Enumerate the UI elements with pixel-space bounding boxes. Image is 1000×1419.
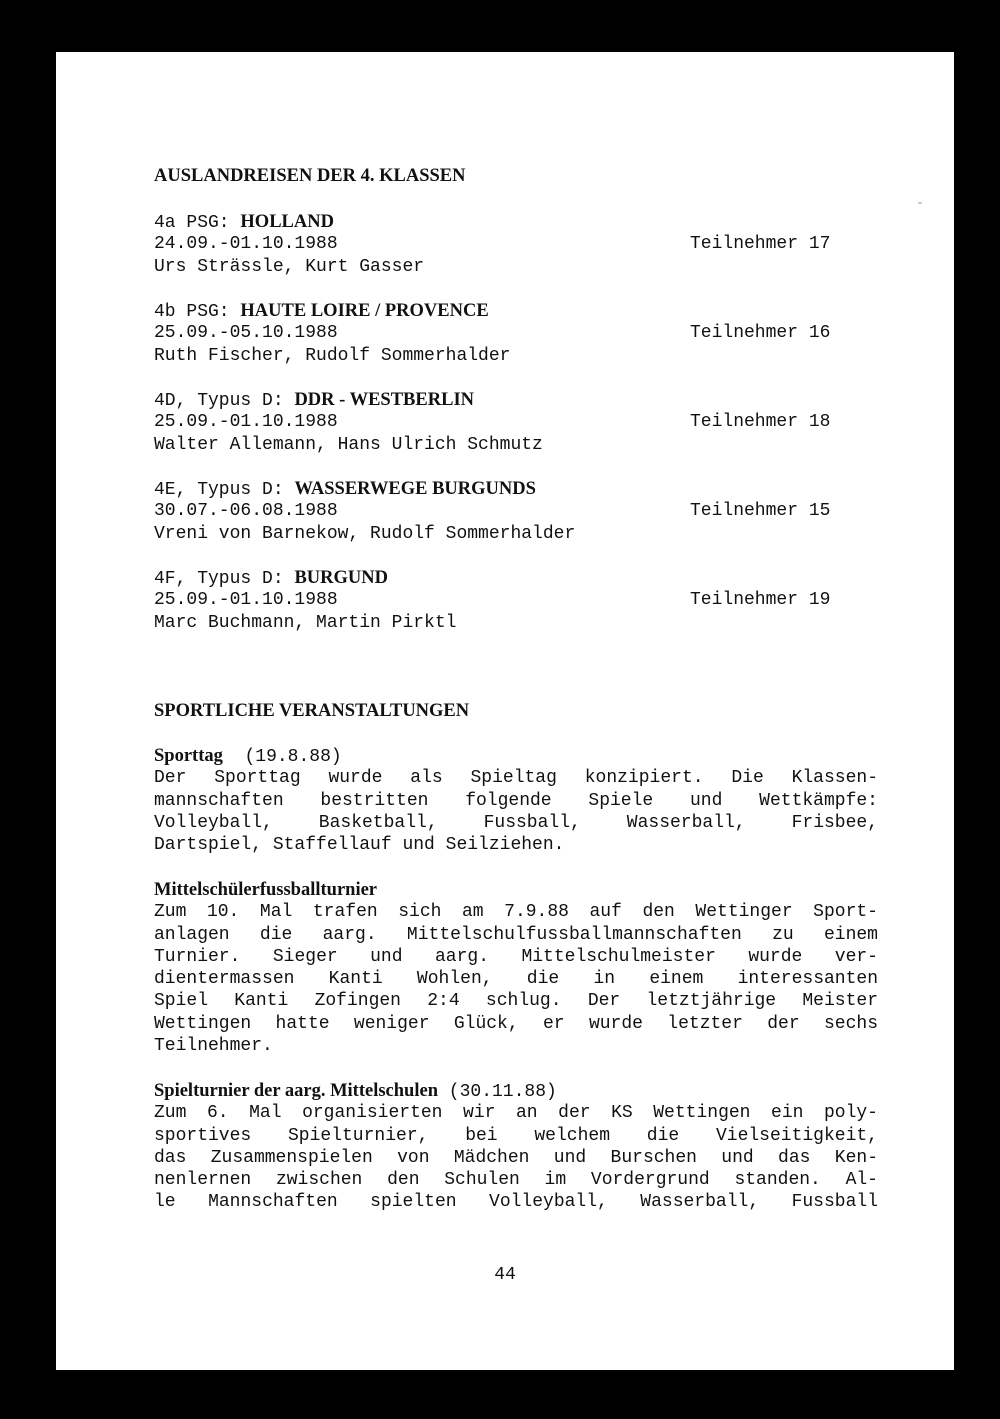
section-title-sport: SPORTLICHE VERANSTALTUNGEN [154,701,470,721]
page-number: 44 [494,1265,516,1285]
text-line: Volleyball, Basketball, Fussball, Wasserball, Frisbee, [154,812,878,833]
section-title-auslandreisen: AUSLANDREISEN DER 4. KLASSEN [154,166,466,186]
turnier-text [154,901,878,1057]
text-line: Zum 10. Mal trafen sich am 7.9.88 auf den Wettinger Sport- [154,902,878,923]
trip-dates: 25.09.-01.10.1988 [154,412,338,433]
spielturnier-date: (30.11.88) [438,1082,557,1102]
trip-destination: WASSERWEGE BURGUNDS [294,479,536,499]
trip-leaders: Vreni von Barnekow, Rudolf Sommerhalder [154,523,576,544]
text-line: Dartspiel, Staffellauf und Seilziehen. [154,835,565,856]
trip-participants: Teilnehmer 15 [690,501,831,522]
sporttag-text [154,767,878,856]
trip-dates: 25.09.-05.10.1988 [154,323,338,344]
trip-leaders: Ruth Fischer, Rudolf Sommerhalder [154,345,511,366]
trip-leaders: Urs Strässle, Kurt Gasser [154,256,425,277]
text-line: Der Sporttag wurde als Spieltag konzipiert. Die Klassen- [154,768,878,789]
trip-destination: DDR - WESTBERLIN [294,390,474,410]
trip-entry [154,389,854,456]
trip-destination: HAUTE LOIRE / PROVENCE [240,301,489,321]
trip-class: 4F, Typus D: [154,569,295,589]
text-line: Spiel Kanti Zofingen 2:4 schlug. Der letztjährige Meister [154,991,878,1012]
sporttag-heading: Sporttag [154,746,223,766]
spielturnier-heading: Spielturnier der aarg. Mittelschulen [154,1081,438,1101]
trip-participants: Teilnehmer 18 [690,412,831,433]
trip-destination: BURGUND [294,568,388,588]
text-line: das Zusammenspielen von Mädchen und Burschen und das Ken- [154,1147,878,1168]
trip-participants: Teilnehmer 16 [690,323,831,344]
sporttag-block [154,745,878,856]
trip-entry [154,478,854,545]
trip-destination: HOLLAND [240,212,334,232]
trip-participants: Teilnehmer 17 [690,234,831,255]
text-line: nenlernen zwischen den Schulen im Vordergrund standen. Al- [154,1170,878,1191]
spielturnier-text [154,1102,878,1213]
document-page [56,52,954,1370]
text-line: sportives Spielturnier, bei welchem die Vielseitigkeit, [154,1125,878,1146]
text-line: Teilnehmer. [154,1036,273,1057]
trip-class: 4D, Typus D: [154,391,295,411]
trip-leaders: Walter Allemann, Hans Ulrich Schmutz [154,434,543,455]
text-line: Wettingen hatte weniger Glück, er wurde letzter der sechs [154,1013,878,1034]
trip-leaders: Marc Buchmann, Martin Pirktl [154,612,457,633]
trip-entry [154,567,854,634]
text-line: dientermassen Kanti Wohlen, die in einem interessanten [154,969,878,990]
trip-class: 4b PSG: [154,302,241,322]
trip-dates: 30.07.-06.08.1988 [154,501,338,522]
trip-entry [154,211,854,278]
trip-participants: Teilnehmer 19 [690,590,831,611]
sporttag-date: (19.8.88) [222,747,342,767]
trip-class: 4a PSG: [154,213,241,233]
trip-entry [154,300,854,367]
trip-class: 4E, Typus D: [154,480,295,500]
text-line: mannschaften bestritten folgende Spiele und Wettkämpfe: [154,790,878,811]
text-line: Turnier. Sieger und aarg. Mittelschulmeister wurde ver- [154,946,878,967]
text-line: Zum 6. Mal organisierten wir an der KS Wettingen ein poly- [154,1103,878,1124]
trip-dates: 25.09.-01.10.1988 [154,590,338,611]
text-line: anlagen die aarg. Mittelschulfussballmannschaften zu einem [154,924,878,945]
turnier-heading: Mittelschülerfussballturnier [154,880,378,900]
trip-dates: 24.09.-01.10.1988 [154,234,338,255]
turnier-block [154,879,878,1057]
text-line: le Mannschaften spielten Volleyball, Wasserball, Fussball [154,1192,878,1213]
scan-speck [918,202,922,204]
spielturnier-block [154,1080,878,1214]
